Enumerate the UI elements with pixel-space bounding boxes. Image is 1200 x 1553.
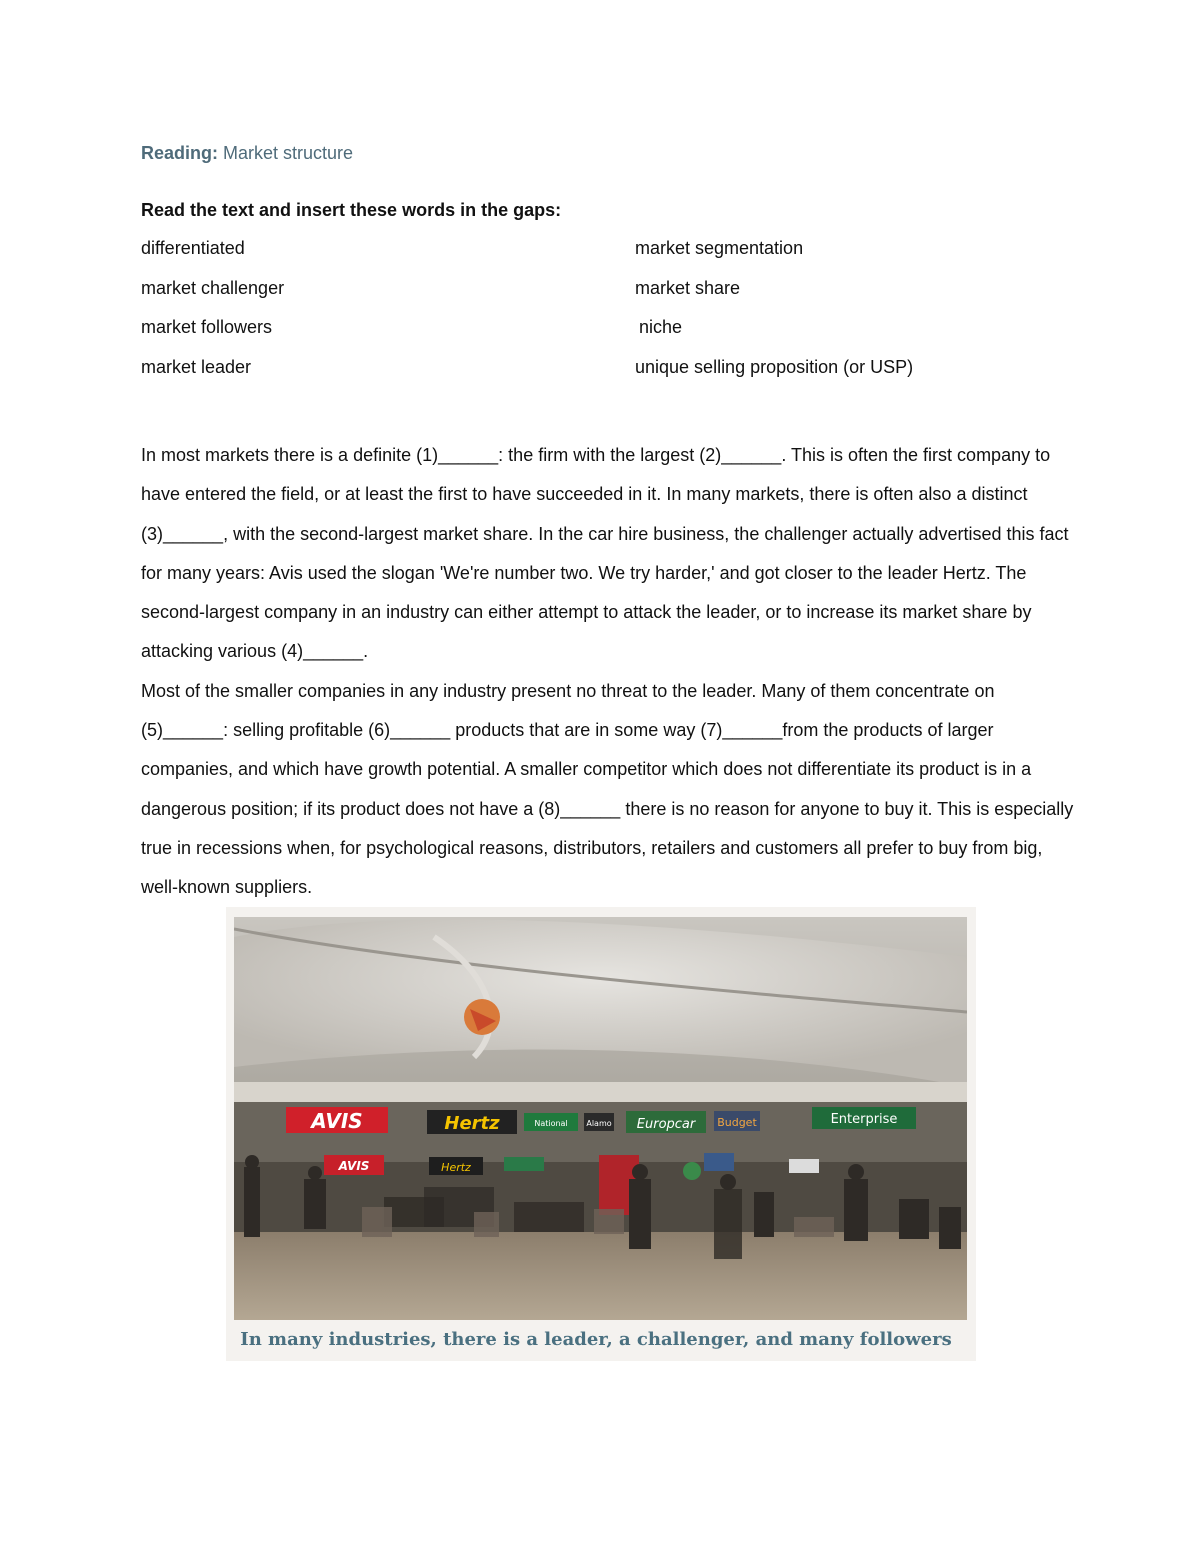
photo-illustration [234,917,967,1320]
word-bank-item: market followers [141,317,273,337]
figure-caption: In many industries, there is a leader, a challenger, and many followers [240,1329,952,1350]
word-bank-item: differentiated [141,238,245,258]
passage-paragraph-1: In most markets there is a definite (1)______: the firm with the largest (2)______. This is often the first company to have entered the field, or at least the first to have succeeded in it. In many markets, there is often also a distinct (3)______, with the second-largest market share. In the car hire business, the challenger actually advertised this fact for many years: Avis used the slogan 'We're number two. We try harder,' and got closer to the leader Hertz. The second-largest company in an industry can either attempt to attack the leader, or to increase its market share by attacking various (4)______. [141,445,1069,662]
reading-heading [141,143,353,164]
word-bank-row [141,357,1081,397]
sign-national: National [534,1119,568,1128]
car-rental-photo [234,917,967,1320]
word-bank-item: market challenger [141,277,285,298]
word-bank-row [141,238,1081,278]
figure [226,907,976,1361]
instructions: Read the text and insert these words in the gaps: [141,200,562,220]
word-bank-item: unique selling proposition (or USP) [635,356,914,377]
sign-budget: Budget [717,1116,757,1129]
sign-europcar: Europcar [636,1117,696,1132]
sign-enterprise: Enterprise [830,1112,898,1127]
word-bank-item: niche [639,317,683,337]
sign-avis: AVIS [311,1109,363,1133]
word-bank-item: market share [635,277,741,298]
heading-title: Market structure [223,143,354,163]
reading-passage [141,436,1076,908]
word-bank-row [141,317,1081,357]
word-bank-item: market segmentation [635,238,804,258]
heading-label: Reading: [141,143,219,163]
sign-hertz: Hertz [444,1113,500,1134]
counter-sign-avis: AVIS [338,1159,370,1173]
word-bank-item: market leader [141,356,252,377]
counter-sign-hertz: Hertz [441,1161,471,1174]
passage-paragraph-2: Most of the smaller companies in any industry present no threat to the leader. Many of them concentrate on (5)______: selling profitable (6)______ products that are in some way (7)______from the products of larger companies, and which have growth potential. A smaller competitor which does not differentiate its product is in a dangerous position; if its product does not have a (8)______ there is no reason for anyone to buy it. This is especially true in recessions when, for psychological reasons, distributors, retailers and customers all prefer to buy from big, well-known suppliers. [141,680,1074,898]
word-bank-row [141,278,1081,318]
word-bank [141,238,1081,396]
sign-alamo: Alamo [586,1119,612,1128]
